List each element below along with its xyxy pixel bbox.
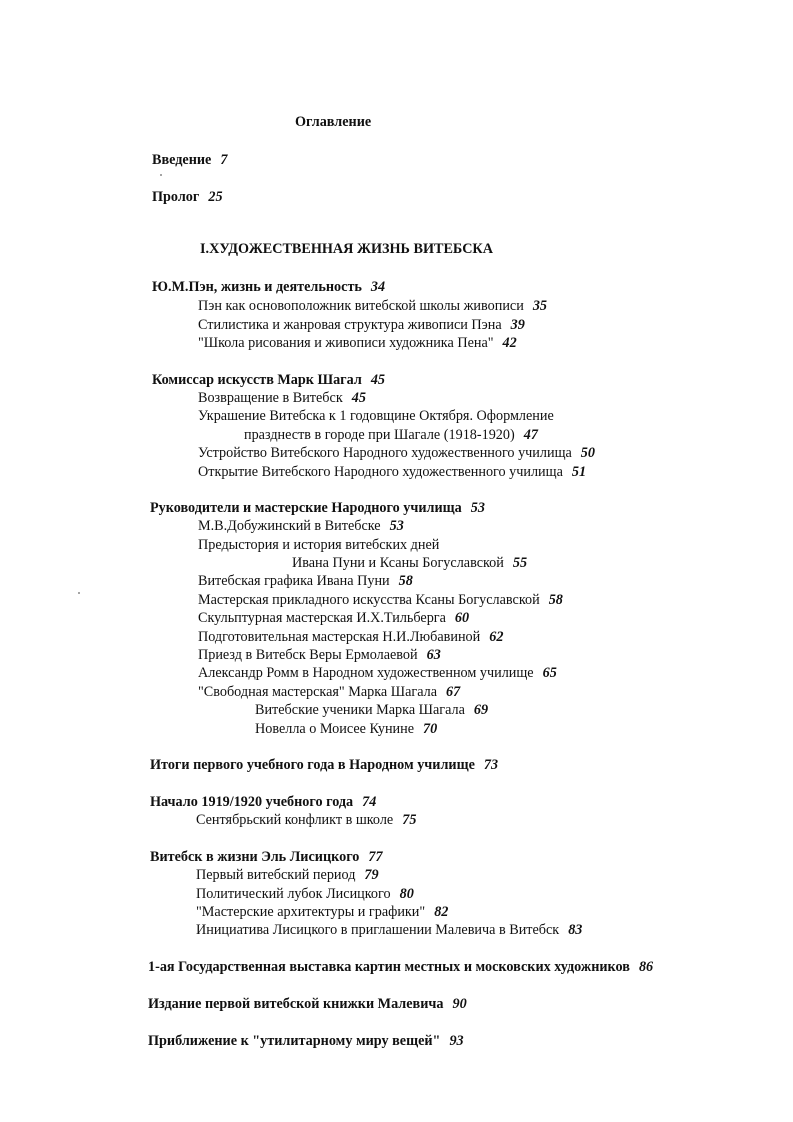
toc-chapter (148, 958, 653, 976)
toc-entry-title: Скульптурная мастерская И.Х.Тильберга (198, 610, 446, 626)
toc-page-number: 7 (220, 152, 228, 168)
toc-page-number: 51 (571, 464, 587, 480)
toc-entry-title: Пэн как основоположник витебской школы живописи (198, 298, 524, 314)
section-heading: I.ХУДОЖЕСТВЕННАЯ ЖИЗНЬ ВИТЕБСКА (200, 241, 493, 257)
toc-page-number: 39 (510, 317, 525, 333)
toc-entry-title: "Школа рисования и живописи художника Пена" (198, 335, 494, 351)
toc-entry-title: М.В.Добужинский в Витебске (198, 518, 381, 534)
toc-entry-title: Ю.М.Пэн, жизнь и деятельность (152, 279, 362, 295)
toc-page-number: 65 (542, 665, 557, 681)
toc-page-number: 45 (370, 372, 385, 388)
toc-subentry (198, 297, 547, 315)
toc-page-number: 93 (449, 1033, 464, 1049)
toc-page-number: 90 (452, 996, 467, 1012)
toc-entry-title: Политический лубок Лисицкого (196, 886, 391, 902)
toc-chapter (152, 278, 385, 296)
toc-subentry (196, 903, 448, 921)
toc-subentry (198, 646, 441, 664)
toc-page-number: 73 (483, 757, 499, 773)
toc-subentry (198, 609, 469, 627)
toc-subentry (198, 664, 557, 682)
toc-chapter (148, 995, 467, 1013)
toc-page-number: 34 (370, 279, 386, 295)
toc-chapter (150, 848, 383, 866)
toc-chapter (150, 499, 485, 517)
toc-page-number: 75 (402, 812, 417, 828)
toc-subentry (196, 885, 414, 903)
toc-page-number: 35 (532, 298, 547, 314)
toc-entry-title: празднеств в городе при Шагале (1918-1920) (244, 427, 515, 443)
toc-chapter (152, 151, 227, 169)
toc-subentry (244, 426, 538, 444)
toc-subentry (198, 463, 586, 481)
toc-subentry (196, 921, 582, 939)
toc-subentry (198, 334, 517, 352)
toc-entry-title: "Свободная мастерская" Марка Шагала (198, 684, 437, 700)
toc-page-number: 53 (470, 500, 485, 516)
toc-subentry (196, 866, 379, 884)
toc-entry-title: Руководители и мастерские Народного училища (150, 500, 462, 516)
toc-entry-title: Приближение к "утилитарному миру вещей" (148, 1033, 441, 1049)
toc-entry-title: Стилистика и жанровая структура живописи Пэна (198, 317, 502, 333)
toc-page-number: 58 (548, 592, 563, 608)
toc-chapter (150, 793, 376, 811)
toc-page-number: 70 (423, 721, 438, 737)
toc-entry-title: 1-ая Государственная выставка картин местных и московских художников (148, 959, 630, 975)
toc-entry-title: Первый витебский период (196, 867, 356, 883)
toc-page-number: 79 (364, 867, 379, 883)
toc-subentry (198, 628, 503, 646)
scan-speck (78, 592, 80, 594)
toc-page-number: 83 (568, 922, 583, 938)
toc-subentry (292, 554, 527, 572)
toc-entry-title: Открытие Витебского Народного художественного училища (198, 464, 563, 480)
toc-entry-title: Витебские ученики Марка Шагала (255, 702, 465, 718)
toc-subentry (255, 701, 488, 719)
toc-page-number: 42 (502, 335, 517, 351)
toc-page-number: 62 (489, 629, 504, 645)
toc-subentry (196, 811, 416, 829)
toc-entry-title: Сентябрьский конфликт в школе (196, 812, 394, 828)
toc-subentry (198, 591, 563, 609)
page-title: Оглавление (295, 114, 372, 130)
toc-entry-title: Итоги первого учебного года в Народном училище (150, 757, 475, 773)
toc-page-number: 47 (523, 427, 538, 443)
toc-entry-title: Витебск в жизни Эль Лисицкого (150, 849, 360, 865)
toc-page-number: 82 (434, 904, 449, 920)
toc-chapter (152, 188, 223, 206)
toc-subentry (198, 683, 460, 701)
toc-subentry (198, 316, 525, 334)
toc-subentry (198, 407, 554, 425)
toc-subentry (198, 444, 595, 462)
toc-chapter (148, 1032, 464, 1050)
toc-page-number: 50 (580, 445, 595, 461)
toc-page-number: 55 (512, 555, 528, 571)
toc-page-number: 77 (368, 849, 383, 865)
toc-chapter (152, 371, 385, 389)
toc-page-number: 67 (446, 684, 461, 700)
toc-entry-title: Предыстория и история витебских дней (198, 537, 440, 553)
toc-subentry (198, 389, 366, 407)
toc-entry-title: Введение (152, 152, 212, 168)
toc-entry-title: Подготовительная мастерская Н.И.Любавиной (198, 629, 481, 645)
toc-entry-title: Витебская графика Ивана Пуни (198, 573, 390, 589)
toc-page-number: 53 (389, 518, 404, 534)
toc-subentry (198, 536, 439, 554)
toc-entry-title: Украшение Витебска к 1 годовщине Октября. Оформление (198, 408, 554, 424)
toc-entry-title: "Мастерские архитектуры и графики" (196, 904, 426, 920)
toc-page-number: 80 (399, 886, 414, 902)
toc-page-number: 45 (351, 390, 366, 406)
toc-entry-title: Инициатива Лисицкого в приглашении Малевича в Витебск (196, 922, 560, 938)
toc-chapter (150, 756, 498, 774)
toc-entry-title: Приезд в Витебск Веры Ермолаевой (198, 647, 418, 663)
toc-page-number: 58 (398, 573, 413, 589)
toc-page-number: 74 (362, 794, 377, 810)
toc-entry-title: Ивана Пуни и Ксаны Богуславской (292, 555, 504, 571)
toc-page-number: 69 (473, 702, 489, 718)
toc-entry-title: Пролог (152, 189, 200, 205)
toc-entry-title: Издание первой витебской книжки Малевича (148, 996, 444, 1012)
toc-page-number: 60 (454, 610, 470, 626)
toc-entry-title: Александр Ромм в Народном художественном училище (198, 665, 534, 681)
toc-entry-title: Возвращение в Витебск (198, 390, 343, 406)
toc-entry-title: Новелла о Моисее Кунине (255, 721, 415, 737)
toc-page-number: 25 (208, 189, 223, 205)
toc-entry-title: Устройство Витебского Народного художественного училища (198, 445, 572, 461)
toc-entry-title: Начало 1919/1920 учебного года (150, 794, 354, 810)
toc-subentry (198, 517, 404, 535)
toc-entry-title: Комиссар искусств Марк Шагал (152, 372, 362, 388)
scan-speck (160, 174, 162, 176)
toc-subentry (255, 720, 437, 738)
toc-page-number: 86 (638, 959, 654, 975)
toc-entry-title: Мастерская прикладного искусства Ксаны Богуславской (198, 592, 540, 608)
toc-subentry (198, 572, 413, 590)
toc-page-number: 63 (426, 647, 441, 663)
